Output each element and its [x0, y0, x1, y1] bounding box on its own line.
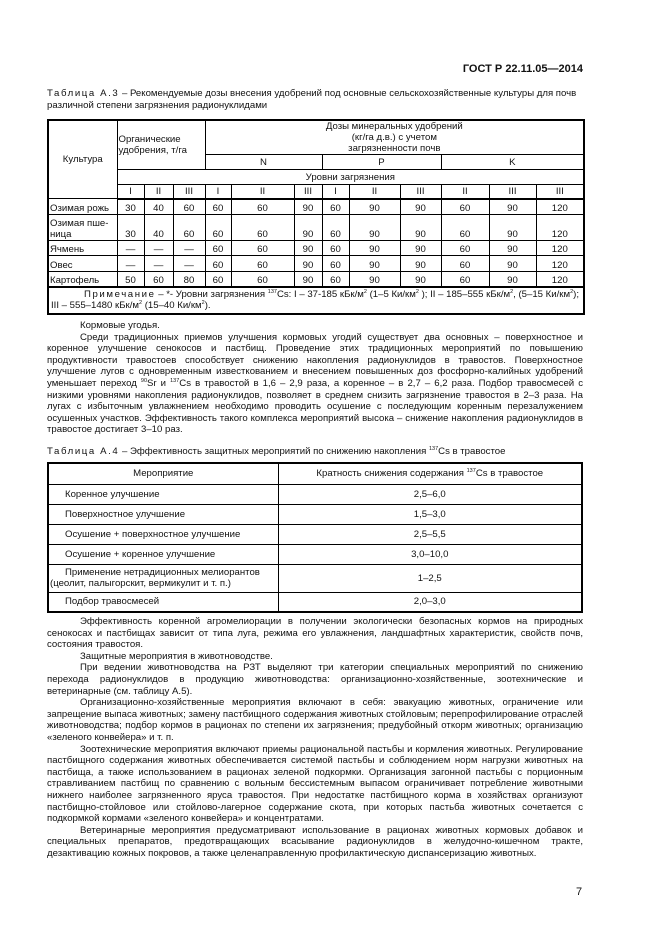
- value-cell: 90: [400, 256, 441, 272]
- section-forage: [47, 320, 583, 436]
- superscript: 137: [428, 446, 439, 452]
- value-cell: —: [144, 256, 173, 272]
- note-text: – *- Уровни загрязнения: [155, 289, 268, 300]
- value-cell: —: [117, 256, 144, 272]
- caption-text: – Эффективность защитных мероприятий по снижению накопления: [119, 446, 429, 457]
- value-cell: 90: [349, 271, 400, 287]
- table-row: [48, 214, 584, 240]
- col-k: K: [441, 155, 584, 170]
- value-cell: 90: [294, 240, 322, 256]
- caption-text: Cs в травостое: [438, 446, 506, 457]
- superscript: 137: [466, 468, 476, 475]
- section-heading: Кормовые угодья.: [80, 320, 160, 331]
- col-n: N: [205, 155, 322, 170]
- value-cell: 60: [231, 214, 294, 240]
- value-cell: 60: [322, 256, 349, 272]
- paragraph: Ветеринарные мероприятия предусматривают использование в рационах животных кормовых добавок и специальных препаратов, предотвращающих всасывание радионуклидов в желудочно-кишечном тракте, дезактивацию кожных покровов, а также целенаправленную профилактическую диспансеризацию животных.: [47, 824, 583, 859]
- note-text: , (5–15 Ки/км: [513, 289, 571, 300]
- culture-cell: Картофель: [48, 271, 117, 287]
- value-cell: 80: [173, 271, 205, 287]
- table-a3-caption: [47, 88, 583, 111]
- note-text: Cs: I – 37-185 кБк/м: [276, 289, 364, 300]
- note-label: Примечание: [84, 289, 156, 300]
- value-cell: 60: [322, 214, 349, 240]
- level-header: III: [536, 185, 584, 199]
- superscript: 2: [510, 289, 514, 295]
- value-cell: 90: [489, 271, 536, 287]
- paragraph: Эффективность коренной агромелиорации в получении экологически безопасных кормов на природных сенокосах и пастбищах зависит от типа луга, режима его увлажнения, ландшафтных характеристик, свойств почв, состояния травостоя.: [47, 616, 583, 651]
- value-cell: 60: [205, 271, 231, 287]
- value-cell: 60: [205, 199, 231, 215]
- value-cell: 60: [205, 214, 231, 240]
- section-livestock: [47, 616, 583, 859]
- culture-cell: Озимая пше-ница: [48, 214, 117, 240]
- col-organic: Органические удобрения, т/га: [117, 120, 205, 170]
- table-row: [48, 271, 584, 287]
- value-cell: 60: [441, 256, 489, 272]
- value-cell: —: [117, 240, 144, 256]
- level-header: I: [205, 185, 231, 199]
- value-cell: 50: [117, 271, 144, 287]
- value-cell: 120: [536, 199, 584, 215]
- value-cell: 60: [205, 240, 231, 256]
- superscript: 2: [570, 289, 574, 295]
- text: Sr и: [147, 377, 171, 389]
- value-cell: 60: [322, 240, 349, 256]
- value-cell: 60: [322, 199, 349, 215]
- value-cell: 30: [117, 199, 144, 215]
- value-cell: 120: [536, 256, 584, 272]
- culture-cell: Овес: [48, 256, 117, 272]
- value-cell: 40: [144, 199, 173, 215]
- value-cell: 90: [349, 214, 400, 240]
- caption-label: Таблица А.4: [47, 446, 120, 457]
- superscript: 2: [138, 300, 143, 306]
- value-cell: 60: [441, 271, 489, 287]
- table-a3: [47, 119, 585, 315]
- value-cell: 90: [294, 271, 322, 287]
- table-row: [48, 524, 582, 544]
- value-cell: 90: [294, 256, 322, 272]
- value-cell: 90: [489, 199, 536, 215]
- table-row: [48, 544, 582, 564]
- col-mineral: Дозы минеральных удобрений (кг/га д.в.) с учетом загрязненности почв: [205, 120, 584, 155]
- value-cell: —: [173, 240, 205, 256]
- factor-cell: 2,5–6,0: [278, 484, 582, 504]
- culture-cell: Озимая рожь: [48, 199, 117, 215]
- section-heading: Защитные мероприятия в животноводстве.: [80, 650, 273, 662]
- value-cell: 60: [441, 214, 489, 240]
- value-cell: 60: [205, 256, 231, 272]
- level-header: II: [144, 185, 173, 199]
- measure-cell: Подбор травосмесей: [48, 592, 278, 612]
- value-cell: 90: [489, 214, 536, 240]
- level-header: I: [322, 185, 349, 199]
- superscript: 2: [363, 289, 367, 295]
- table-row: [48, 564, 582, 592]
- value-cell: 60: [231, 256, 294, 272]
- table-a4-caption: [47, 446, 583, 458]
- note-text: (1–5 Ки/км: [366, 289, 416, 300]
- superscript: 2: [415, 289, 419, 295]
- table-a4: [47, 462, 583, 613]
- level-header: III: [400, 185, 441, 199]
- note-text: ); II – 185–555 кБк/м: [418, 289, 511, 300]
- col-measure: Мероприятие: [48, 463, 278, 484]
- value-cell: 90: [349, 256, 400, 272]
- value-cell: 40: [144, 214, 173, 240]
- factor-cell: 1–2,5: [278, 564, 582, 592]
- text: Среди традиционных приемов улучшения кормовых угодий существует два основных – поверхностное и коренное улучшение сенокосов и пастбищ. Проведение этих традиционных мероприятий по повышению продуктивности травостоев способствует снижению накопления радионуклидов в травостов. Поверхностное улучшение лугов с одновременным известкованием и внесением повышенных доз фосфорно-калийных удобрений уменьшает переход: [47, 331, 583, 389]
- superscript: 137: [267, 289, 277, 295]
- value-cell: 90: [400, 271, 441, 287]
- measure-cell: Осушение + коренное улучшение: [48, 544, 278, 564]
- caption-label: Таблица А.3: [47, 88, 120, 99]
- col-factor: [278, 463, 582, 484]
- value-cell: 60: [173, 214, 205, 240]
- superscript: 90: [140, 377, 148, 384]
- value-cell: 60: [144, 271, 173, 287]
- value-cell: —: [144, 240, 173, 256]
- value-cell: 90: [294, 214, 322, 240]
- level-header: II: [441, 185, 489, 199]
- factor-cell: 3,0–10,0: [278, 544, 582, 564]
- table-row: [48, 240, 584, 256]
- measure-cell: Коренное улучшение: [48, 484, 278, 504]
- value-cell: 60: [231, 240, 294, 256]
- measure-cell: Поверхностное улучшение: [48, 504, 278, 524]
- page-number: 7: [576, 886, 583, 898]
- paragraph: Организационно-хозяйственные мероприятия включают в себя: эвакуацию животных, ограничение или запрещение выпаса животных; замену пастбищного содержания животных стойловым; перепрофилирование отраслей животноводства; подбор кормов в рационах по степени их загрязнения; предубойный откорм животных; организацию «зеленого конвейера» и т. п.: [47, 697, 583, 743]
- value-cell: 60: [441, 199, 489, 215]
- value-cell: 60: [231, 271, 294, 287]
- factor-cell: 1,5–3,0: [278, 504, 582, 524]
- note-text: (15–40 Ки/км: [142, 300, 202, 311]
- factor-cell: 2,0–3,0: [278, 592, 582, 612]
- value-cell: 30: [117, 214, 144, 240]
- text: Cs в травостое: [475, 468, 544, 480]
- level-header: I: [117, 185, 144, 199]
- table-row: [48, 256, 584, 272]
- measure-cell: Применение нетрадиционных мелиорантов (цеолит, палыгорскит, вермикулит и т. п.): [48, 564, 278, 592]
- level-header: III: [489, 185, 536, 199]
- measure-cell: Осушение + поверхностное улучшение: [48, 524, 278, 544]
- table-row: [48, 592, 582, 612]
- value-cell: 90: [400, 199, 441, 215]
- factor-cell: 2,5–5,5: [278, 524, 582, 544]
- caption-text: – Рекомендуемые дозы внесения удобрений под основные сельскохозяйственные культуры для почв различной степени загрязнения радионуклидами: [47, 88, 577, 111]
- level-header: II: [349, 185, 400, 199]
- value-cell: 60: [322, 271, 349, 287]
- value-cell: 120: [536, 240, 584, 256]
- value-cell: 90: [349, 240, 400, 256]
- value-cell: 90: [349, 199, 400, 215]
- col-levels: Уровни загрязнения: [117, 170, 584, 185]
- culture-cell: Ячмень: [48, 240, 117, 256]
- value-cell: 90: [294, 199, 322, 215]
- value-cell: 60: [441, 240, 489, 256]
- table-row: [48, 199, 584, 215]
- level-header: II: [231, 185, 294, 199]
- value-cell: 90: [400, 214, 441, 240]
- paragraph: [47, 332, 583, 436]
- value-cell: 120: [536, 271, 584, 287]
- note-text: ).: [204, 300, 211, 311]
- superscript: 2: [201, 300, 205, 306]
- table-a3-note: [48, 287, 584, 314]
- value-cell: 90: [489, 256, 536, 272]
- table-row: [48, 504, 582, 524]
- value-cell: 60: [231, 199, 294, 215]
- value-cell: 120: [536, 214, 584, 240]
- paragraph: При ведении животноводства на РЗТ выделяют три категории специальных мероприятий по снижению перехода радионуклидов в продукцию животноводства: организационно-хозяйственные, зоотехнические и ветеринарные (см. таблицу А.5).: [47, 662, 583, 697]
- value-cell: 90: [489, 240, 536, 256]
- value-cell: —: [173, 256, 205, 272]
- superscript: 137: [170, 377, 180, 384]
- document-id: ГОСТ Р 22.11.05—2014: [462, 63, 583, 75]
- level-header: III: [173, 185, 205, 199]
- paragraph: Зоотехнические мероприятия включают приемы рациональной пастьбы и кормления животных. Регулирование пастбищного содержания животных обеспечивается системой пастьбы и соблюдением норм нагрузки животных на пастбища, а также использованием в рационах зеленой подкормки. Организация загонной пастьбы с порционным стравливанием пастбищ по сравнению с вольным бессистемным выпасом ограничивает потребление животными нижнего наиболее загрязненного яруса травостоя. При недостатке пастбищного корма в хозяйствах организуют пастбищно-стойловое или стойлово-лагерное содержание скота, при которых пастьба животных сочетается с подкормкой кормами «зеленого конвейера» и концентратами.: [47, 743, 583, 825]
- table-row: [48, 484, 582, 504]
- level-header: III: [294, 185, 322, 199]
- value-cell: 60: [173, 199, 205, 215]
- col-culture: Культура: [48, 120, 117, 199]
- note-text: ); III – 555–1480 кБк/м: [51, 289, 580, 311]
- col-p: P: [322, 155, 441, 170]
- text: Кратность снижения содержания: [316, 468, 467, 480]
- value-cell: 90: [400, 240, 441, 256]
- text: Cs в травостой в 1,6 – 2,9 раза, а коренное – в 2,7 – 6,2 раза. Подбор травосмесей с низкими уровнями накопления радионуклидов, позволяет в среднем снизить загрязнение травостоя в 2–3 раза. На лугах с избыточным увлажнением необходимо проводить осушение с последующим коренным перезалужением осушенных участков. Эффективность такого комплекса мероприятий высока – снижение накопления радионуклидов в травостое достигает 3–10 раз.: [47, 377, 584, 436]
